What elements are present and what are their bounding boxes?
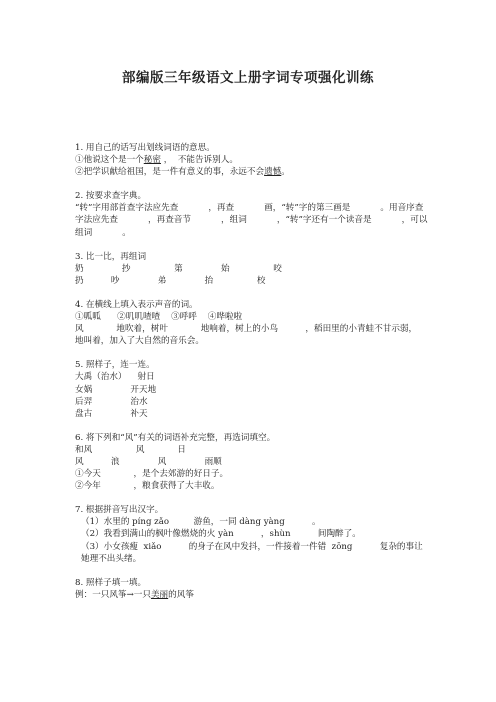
sentence-text: 。 bbox=[281, 167, 290, 178]
question-2-heading: 2. 按要求查字典。 bbox=[75, 191, 147, 202]
question-4-options: ①呱呱 ②叽叽喳喳 ③呼呼 ④哗啦啦 bbox=[75, 312, 243, 323]
question-8-example bbox=[75, 589, 430, 601]
question-7-sentence-2: （2）我看到满山的枫叶像燃烧的火 yàn ，shùn 间陶醉了。 bbox=[81, 529, 361, 540]
match-row: 女娲 开天地 bbox=[75, 384, 157, 395]
question-3-row-2: 扔 吵 弟 抬 校 bbox=[75, 275, 266, 286]
question-6-sentence-1: ①今天 ，是个去郊游的好日子。 bbox=[75, 469, 229, 480]
question-1-heading: 1. 用自己的话写出划线词语的意思。 bbox=[75, 143, 215, 153]
question-6-row-1: 和风 风 日 bbox=[75, 444, 186, 455]
underlined-word-yihan: 遗憾 bbox=[264, 167, 282, 178]
question-7-sentence-3: （3）小女孩瘦 xiǎo 的身子在风中发抖，一件接着一件错 zōng 复杂的事让她理不出头绪。 bbox=[81, 541, 423, 564]
question-1-sentence-1 bbox=[75, 154, 430, 166]
question-6-row-2: 风 浪 风 雨顺 bbox=[75, 456, 222, 467]
question-5-heading: 5. 照样子，连一连。 bbox=[75, 360, 155, 371]
question-3-row-1: 奶 抄 第 始 咬 bbox=[75, 263, 282, 274]
sentence-text: ②把学识献给祖国，是一件有意义的事，永远不会 bbox=[75, 167, 265, 178]
match-row: 盘古 补天 bbox=[75, 408, 148, 419]
example-text: 例：一只风筝→一只 bbox=[75, 589, 151, 600]
question-3-heading: 3. 比一比，再组词 bbox=[75, 251, 147, 262]
question-2-text: “转”字用部首查字法应先查 ，再查 画，“转”字的第三画是 。用音序查字法应先查 ，再查音节 ，组词 ，“转”字还有一个读音是 ，可以组词 。 bbox=[75, 203, 428, 238]
question-1 bbox=[75, 142, 430, 178]
question-6-sentence-2: ②今年 ，粮食获得了大丰收。 bbox=[75, 481, 220, 492]
question-1-sentence-2 bbox=[75, 166, 430, 178]
question-2 bbox=[75, 190, 430, 238]
question-7-sentence-1: （1）水里的 píng zǎo 游鱼，一同 dàng yàng 。 bbox=[81, 517, 321, 528]
question-7-heading: 7. 根据拼音写出汉字。 bbox=[75, 505, 164, 516]
question-6 bbox=[75, 432, 430, 492]
match-row: 大禹（治水） 射日 bbox=[75, 372, 155, 383]
underlined-word-mimi: 秘密 bbox=[143, 155, 161, 166]
question-4-heading: 4. 在横线上填入表示声音的词。 bbox=[75, 299, 198, 310]
page-title: 部编版三年级语文上册字词专项强化训练 bbox=[122, 70, 374, 86]
question-5 bbox=[75, 359, 430, 419]
question-4-text: 风 地吹着，树叶 地响着，树上的小鸟 ，稻田里的小青蛙不甘示弱， 地叫着，加入了大自然的音乐会。 bbox=[75, 324, 450, 347]
underlined-word-meili: 美丽 bbox=[150, 589, 169, 600]
question-3 bbox=[75, 251, 430, 287]
question-7 bbox=[75, 504, 430, 564]
question-4 bbox=[75, 299, 450, 347]
example-text: 的风筝 bbox=[168, 589, 194, 600]
sentence-text: ①他说这个是一个 bbox=[75, 155, 144, 166]
question-6-heading: 6. 将下列和“风”有关的词语补充完整，再选词填空。 bbox=[75, 432, 276, 443]
match-row: 后羿 治水 bbox=[75, 396, 148, 407]
question-8 bbox=[75, 577, 430, 601]
question-8-heading: 8. 照样子填一填。 bbox=[75, 577, 147, 588]
sentence-text: ， 不能告诉别人。 bbox=[160, 155, 238, 166]
worksheet-body bbox=[75, 142, 450, 601]
